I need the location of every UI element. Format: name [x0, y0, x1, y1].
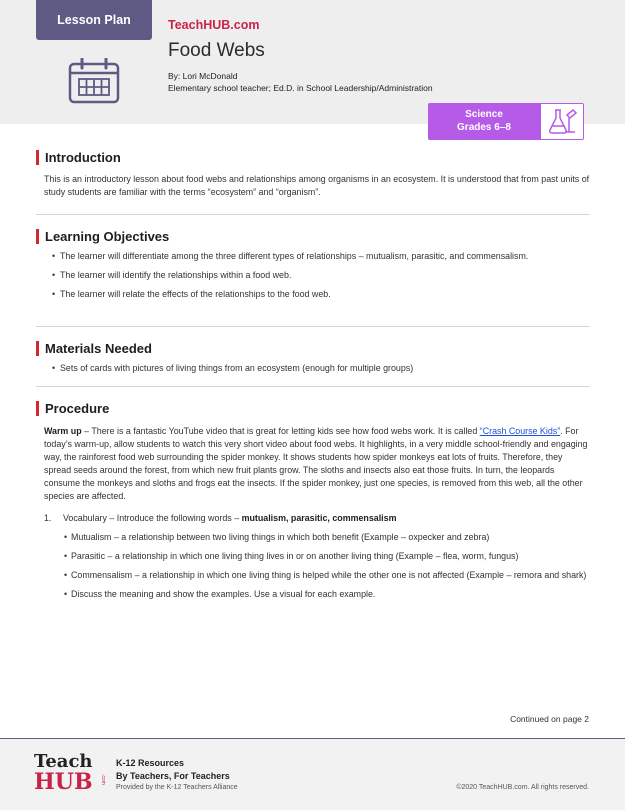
materials-section [36, 341, 590, 375]
page-title: Food Webs [168, 40, 265, 61]
logo-teach: Teach [34, 751, 93, 772]
warmup-text: . For today’s warm-up, allow students to watch this very short video about food webs. It highlights, in a very middle school-friendly and engaging way, the rainforest food web surrounding the spider monkey. It shows students how spider monkeys eat lots of fruits. Therefore, they spread seeds around the forest, from which new fruit plants grow. The sloths and insects also eat those fruits. In turn, the leopards consume the monkeys and sloths and frogs eat the insects. If the spider monkey, just one species, is removed from this web, all the other species are affected. [44, 426, 588, 501]
divider [36, 326, 590, 327]
author-credentials: Elementary school teacher; Ed.D. in School Leadership/Administration [168, 83, 433, 93]
introduction-section [36, 150, 590, 199]
badge-grades: Grades 6–8 [457, 122, 511, 133]
footer-line1: K-12 Resources [116, 758, 185, 768]
byline [168, 70, 433, 94]
lesson-plan-tab: Lesson Plan [36, 0, 152, 40]
footer-copyright: ©2020 TeachHUB.com. All rights reserved. [456, 784, 589, 791]
logo-com: .com [100, 774, 106, 785]
lab-science-icon [545, 107, 579, 137]
step-number: 1. [44, 513, 52, 523]
teachhub-logo [34, 752, 106, 798]
divider [36, 214, 590, 215]
footer-tagline [116, 757, 230, 783]
materials-item: • Sets of cards with pictures of living things from an ecosystem (enough for multiple groups) [36, 362, 590, 375]
logo-hub: HUB [34, 769, 93, 795]
subject-badge [428, 103, 540, 140]
badge-subject: Science [465, 109, 503, 120]
footer-alliance: Provided by the K-12 Teachers Alliance [116, 784, 238, 791]
science-icon-box [540, 103, 584, 140]
objectives-heading: Learning Objectives [36, 229, 590, 244]
vocab-item: • Commensalism – a relationship in which one living thing is helped while the other one is not affected (Example – remora and shark) [36, 569, 590, 582]
procedure-section [36, 401, 590, 601]
continued-note: Continued on page 2 [510, 714, 589, 724]
procedure-step [36, 512, 590, 525]
introduction-heading: Introduction [36, 150, 590, 165]
procedure-heading: Procedure [36, 401, 590, 416]
vocab-terms: mutualism, parasitic, commensalism [241, 513, 397, 523]
brand-name: TeachHUB.com [168, 18, 260, 32]
vocab-item: • Discuss the meaning and show the examples. Use a visual for each example. [36, 588, 590, 601]
divider [36, 386, 590, 387]
step-text: Vocabulary – Introduce the following words – [63, 513, 242, 523]
author: By: Lori McDonald [168, 71, 238, 81]
calendar-icon [68, 58, 120, 104]
warmup-paragraph [44, 425, 590, 503]
objective-item: • The learner will differentiate among the three different types of relationships – mutualism, parasitic, and commensalism. [36, 250, 590, 263]
objective-item: • The learner will identify the relationships within a food web. [36, 269, 590, 282]
objective-item: • The learner will relate the effects of the relationships to the food web. [36, 288, 590, 301]
warmup-label: Warm up [44, 426, 82, 436]
footer-line2: By Teachers, For Teachers [116, 771, 230, 781]
vocab-item: • Parasitic – a relationship in which one living thing lives in or on another living thing (Example – flea, worm, fungus) [36, 550, 590, 563]
warmup-text: – There is a fantastic YouTube video that is great for letting kids see how food webs work. It is called [81, 426, 480, 436]
crash-course-kids-link[interactable]: “Crash Course Kids” [479, 426, 561, 436]
materials-heading: Materials Needed [36, 341, 590, 356]
vocab-item: • Mutualism – a relationship between two living things in which both benefit (Example – oxpecker and zebra) [36, 531, 590, 544]
introduction-text: This is an introductory lesson about food webs and relationships among organisms in an ecosystem. It is understood that from past units of study students are familiar with the terms “ecosystem” and “organism”. [44, 174, 590, 197]
objectives-section [36, 229, 590, 301]
